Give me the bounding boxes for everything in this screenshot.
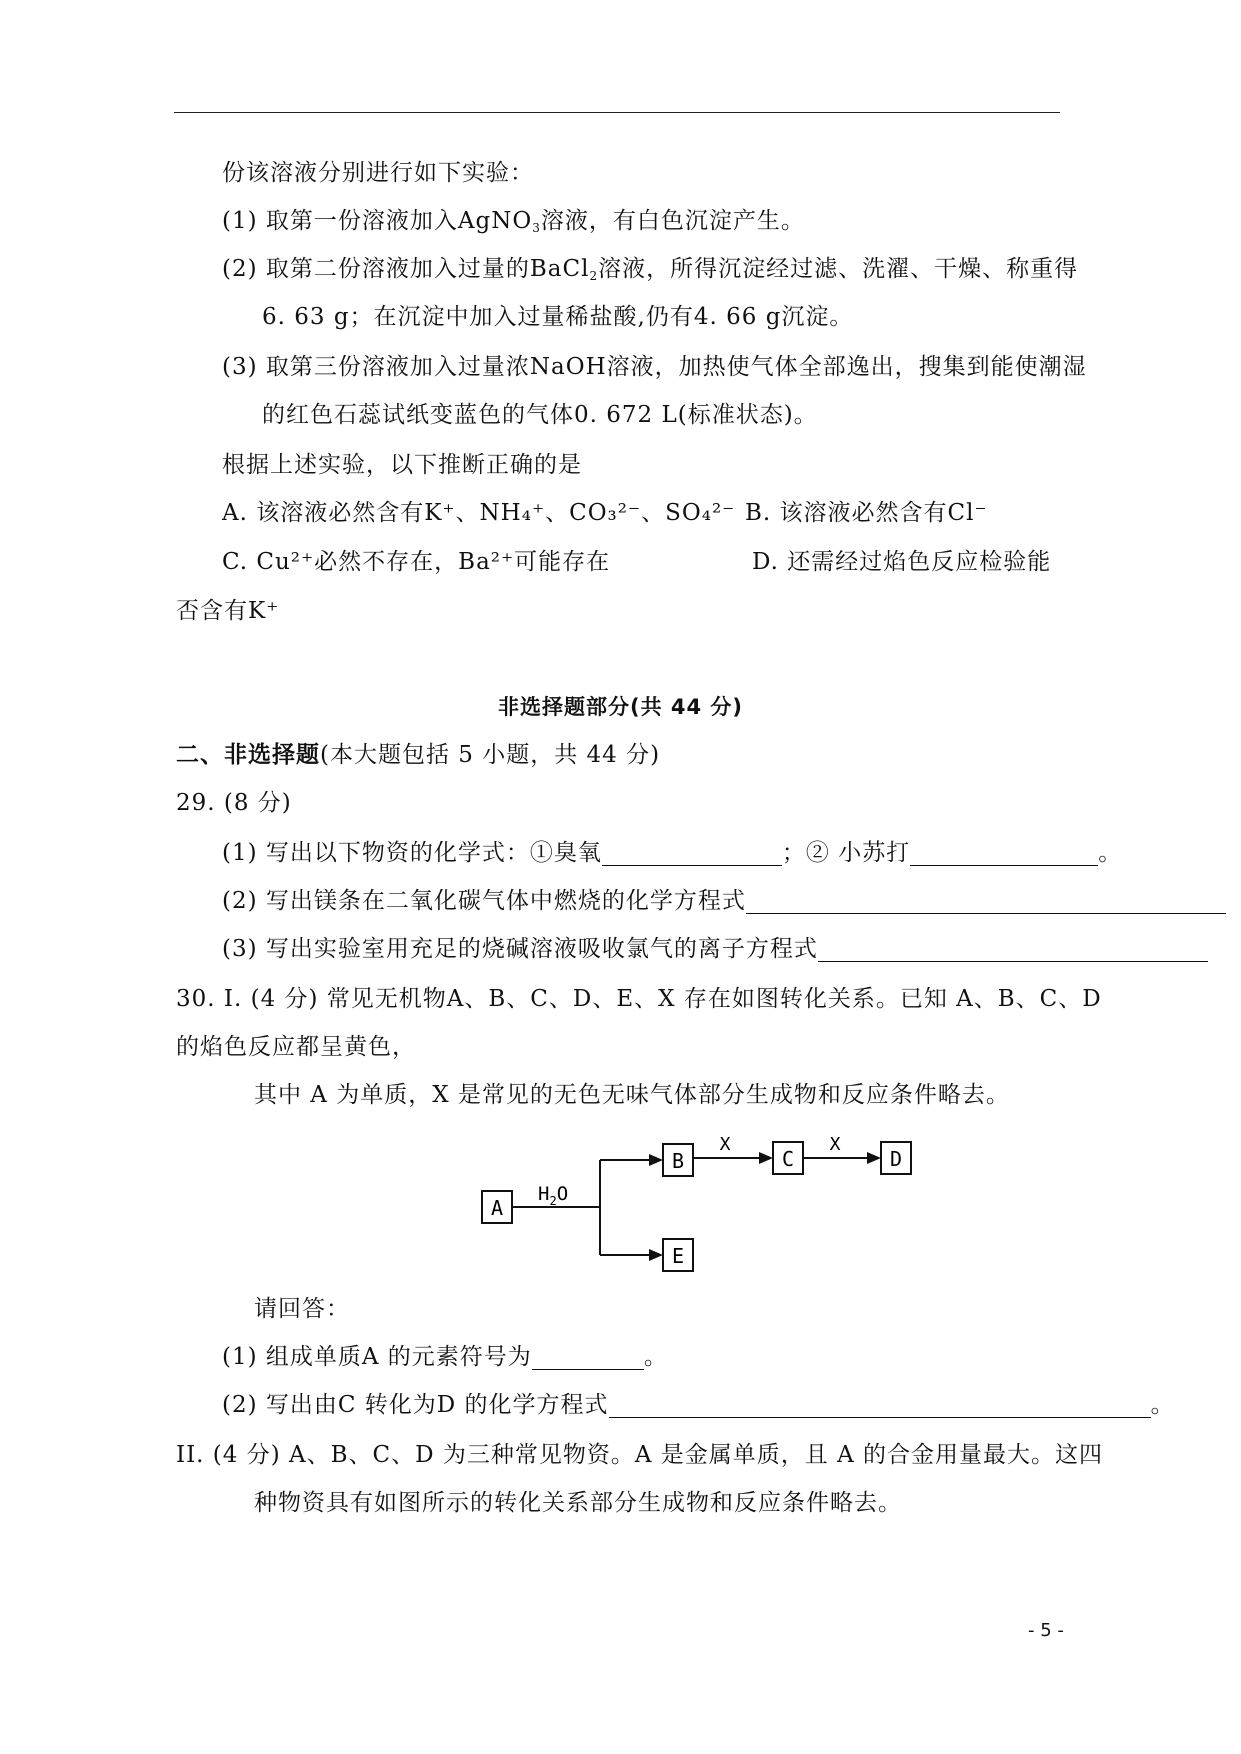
label-x: X <box>829 1134 841 1155</box>
text-span: 。 <box>1098 840 1123 866</box>
svg-text:C: C <box>781 1147 795 1171</box>
node-c <box>773 1142 803 1174</box>
text-span: ；② 小苏打 <box>781 840 911 866</box>
part-heading-rest: (本大题包括 5 小题，共 44 分) <box>320 742 661 768</box>
option-c: C. Cu²⁺必然不存在，Ba²⁺可能存在 <box>222 549 611 575</box>
text-line: 份该溶液分别进行如下实验： <box>222 160 534 186</box>
text-span: (2) 取第二份溶液加入过量的BaCl <box>222 256 590 282</box>
q30-part1 <box>222 1342 668 1372</box>
q29-part1 <box>222 838 1122 868</box>
page-number: - 5 - <box>1028 1620 1064 1641</box>
text-span: (1) 写出以下物资的化学式：①臭氧 <box>222 840 602 866</box>
svg-text:A: A <box>490 1196 504 1220</box>
text-line: 否含有K⁺ <box>176 598 280 624</box>
node-d <box>881 1142 911 1174</box>
text-span: 溶液，所得沉淀经过滤、洗濯、干燥、称重得 <box>598 256 1079 282</box>
answer-blank[interactable] <box>532 1347 644 1370</box>
text-line: 6. 63 g；在沉淀中加入过量稀盐酸,仍有4. 66 g沉淀。 <box>262 304 854 330</box>
conversion-diagram <box>470 1125 940 1280</box>
text-span: (1) 取第一份溶液加入AgNO <box>222 208 533 234</box>
text-span: (2) 写出镁条在二氧化碳气体中燃烧的化学方程式 <box>222 888 746 914</box>
svg-text:D: D <box>889 1147 903 1171</box>
text-line: 其中 A 为单质，X 是常见的无色无味气体部分生成物和反应条件略去。 <box>254 1082 1010 1108</box>
label-h2o: $H_2O$ <box>538 1183 569 1208</box>
svg-text:B: B <box>671 1149 685 1173</box>
text-line: 请回答： <box>254 1296 350 1322</box>
answer-blank[interactable] <box>602 843 782 866</box>
svg-text:E: E <box>671 1244 685 1268</box>
text-span: (2) 写出由C 转化为D 的化学方程式 <box>222 1392 609 1418</box>
subscript: 3 <box>532 221 541 235</box>
node-b <box>663 1144 693 1176</box>
option-d: D. 还需经过焰色反应检验能 <box>752 549 1052 575</box>
text-span: (1) 组成单质A 的元素符号为 <box>222 1344 532 1370</box>
header-rule <box>174 112 1060 113</box>
text-line: 种物资具有如图所示的转化关系部分生成物和反应条件略去。 <box>254 1490 902 1516</box>
text-span: 。 <box>643 1344 668 1370</box>
arrowhead-icon <box>649 1249 663 1261</box>
question-number: 29. (8 分) <box>176 790 292 816</box>
text-span: (3) 写出实验室用充足的烧碱溶液吸收氯气的离子方程式 <box>222 936 818 962</box>
part-heading-bold: 二、非选择题 <box>176 742 320 768</box>
option-a: A. 该溶液必然含有K⁺、NH₄⁺、CO₃²⁻、SO₄²⁻ <box>222 500 736 526</box>
text-line: 的焰色反应都呈黄色， <box>176 1034 416 1060</box>
q29-part3 <box>222 934 1208 964</box>
answer-blank[interactable] <box>609 1395 1151 1418</box>
label-x: X <box>719 1134 731 1155</box>
node-a <box>482 1191 512 1223</box>
question-30-ii: II. (4 分) A、B、C、D 为三种常见物资。A 是金属单质，且 A 的合金用量最大。这四 <box>176 1442 1104 1468</box>
text-span: 。 <box>1150 1392 1175 1418</box>
section-title: 非选择题部分(共 44 分) <box>497 695 744 719</box>
part-heading <box>176 740 660 770</box>
question-stem: 根据上述实验，以下推断正确的是 <box>222 452 582 478</box>
experiment-2 <box>222 254 1078 291</box>
arrowhead-icon <box>867 1152 881 1164</box>
q30-part2 <box>222 1390 1175 1420</box>
subscript: 2 <box>589 269 599 283</box>
answer-blank[interactable] <box>818 939 1208 962</box>
text-line: 的红色石蕊试纸变蓝色的气体0. 672 L(标准状态)。 <box>262 402 818 428</box>
answer-blank[interactable] <box>910 843 1098 866</box>
option-b: B. 该溶液必然含有Cl⁻ <box>745 500 988 526</box>
arrowhead-icon <box>649 1154 663 1166</box>
node-e <box>663 1239 693 1271</box>
experiment-1 <box>222 206 805 243</box>
answer-blank[interactable] <box>746 891 1226 914</box>
q29-part2 <box>222 886 1226 916</box>
question-30: 30. I. (4 分) 常见无机物A、B、C、D、E、X 存在如图转化关系。已知 A、B、C、D <box>176 986 1102 1012</box>
experiment-3: (3) 取第三份溶液加入过量浓NaOH溶液，加热使气体全部逸出，搜集到能使潮湿 <box>222 354 1087 380</box>
text-span: 溶液，有白色沉淀产生。 <box>540 208 805 234</box>
arrowhead-icon <box>759 1152 773 1164</box>
